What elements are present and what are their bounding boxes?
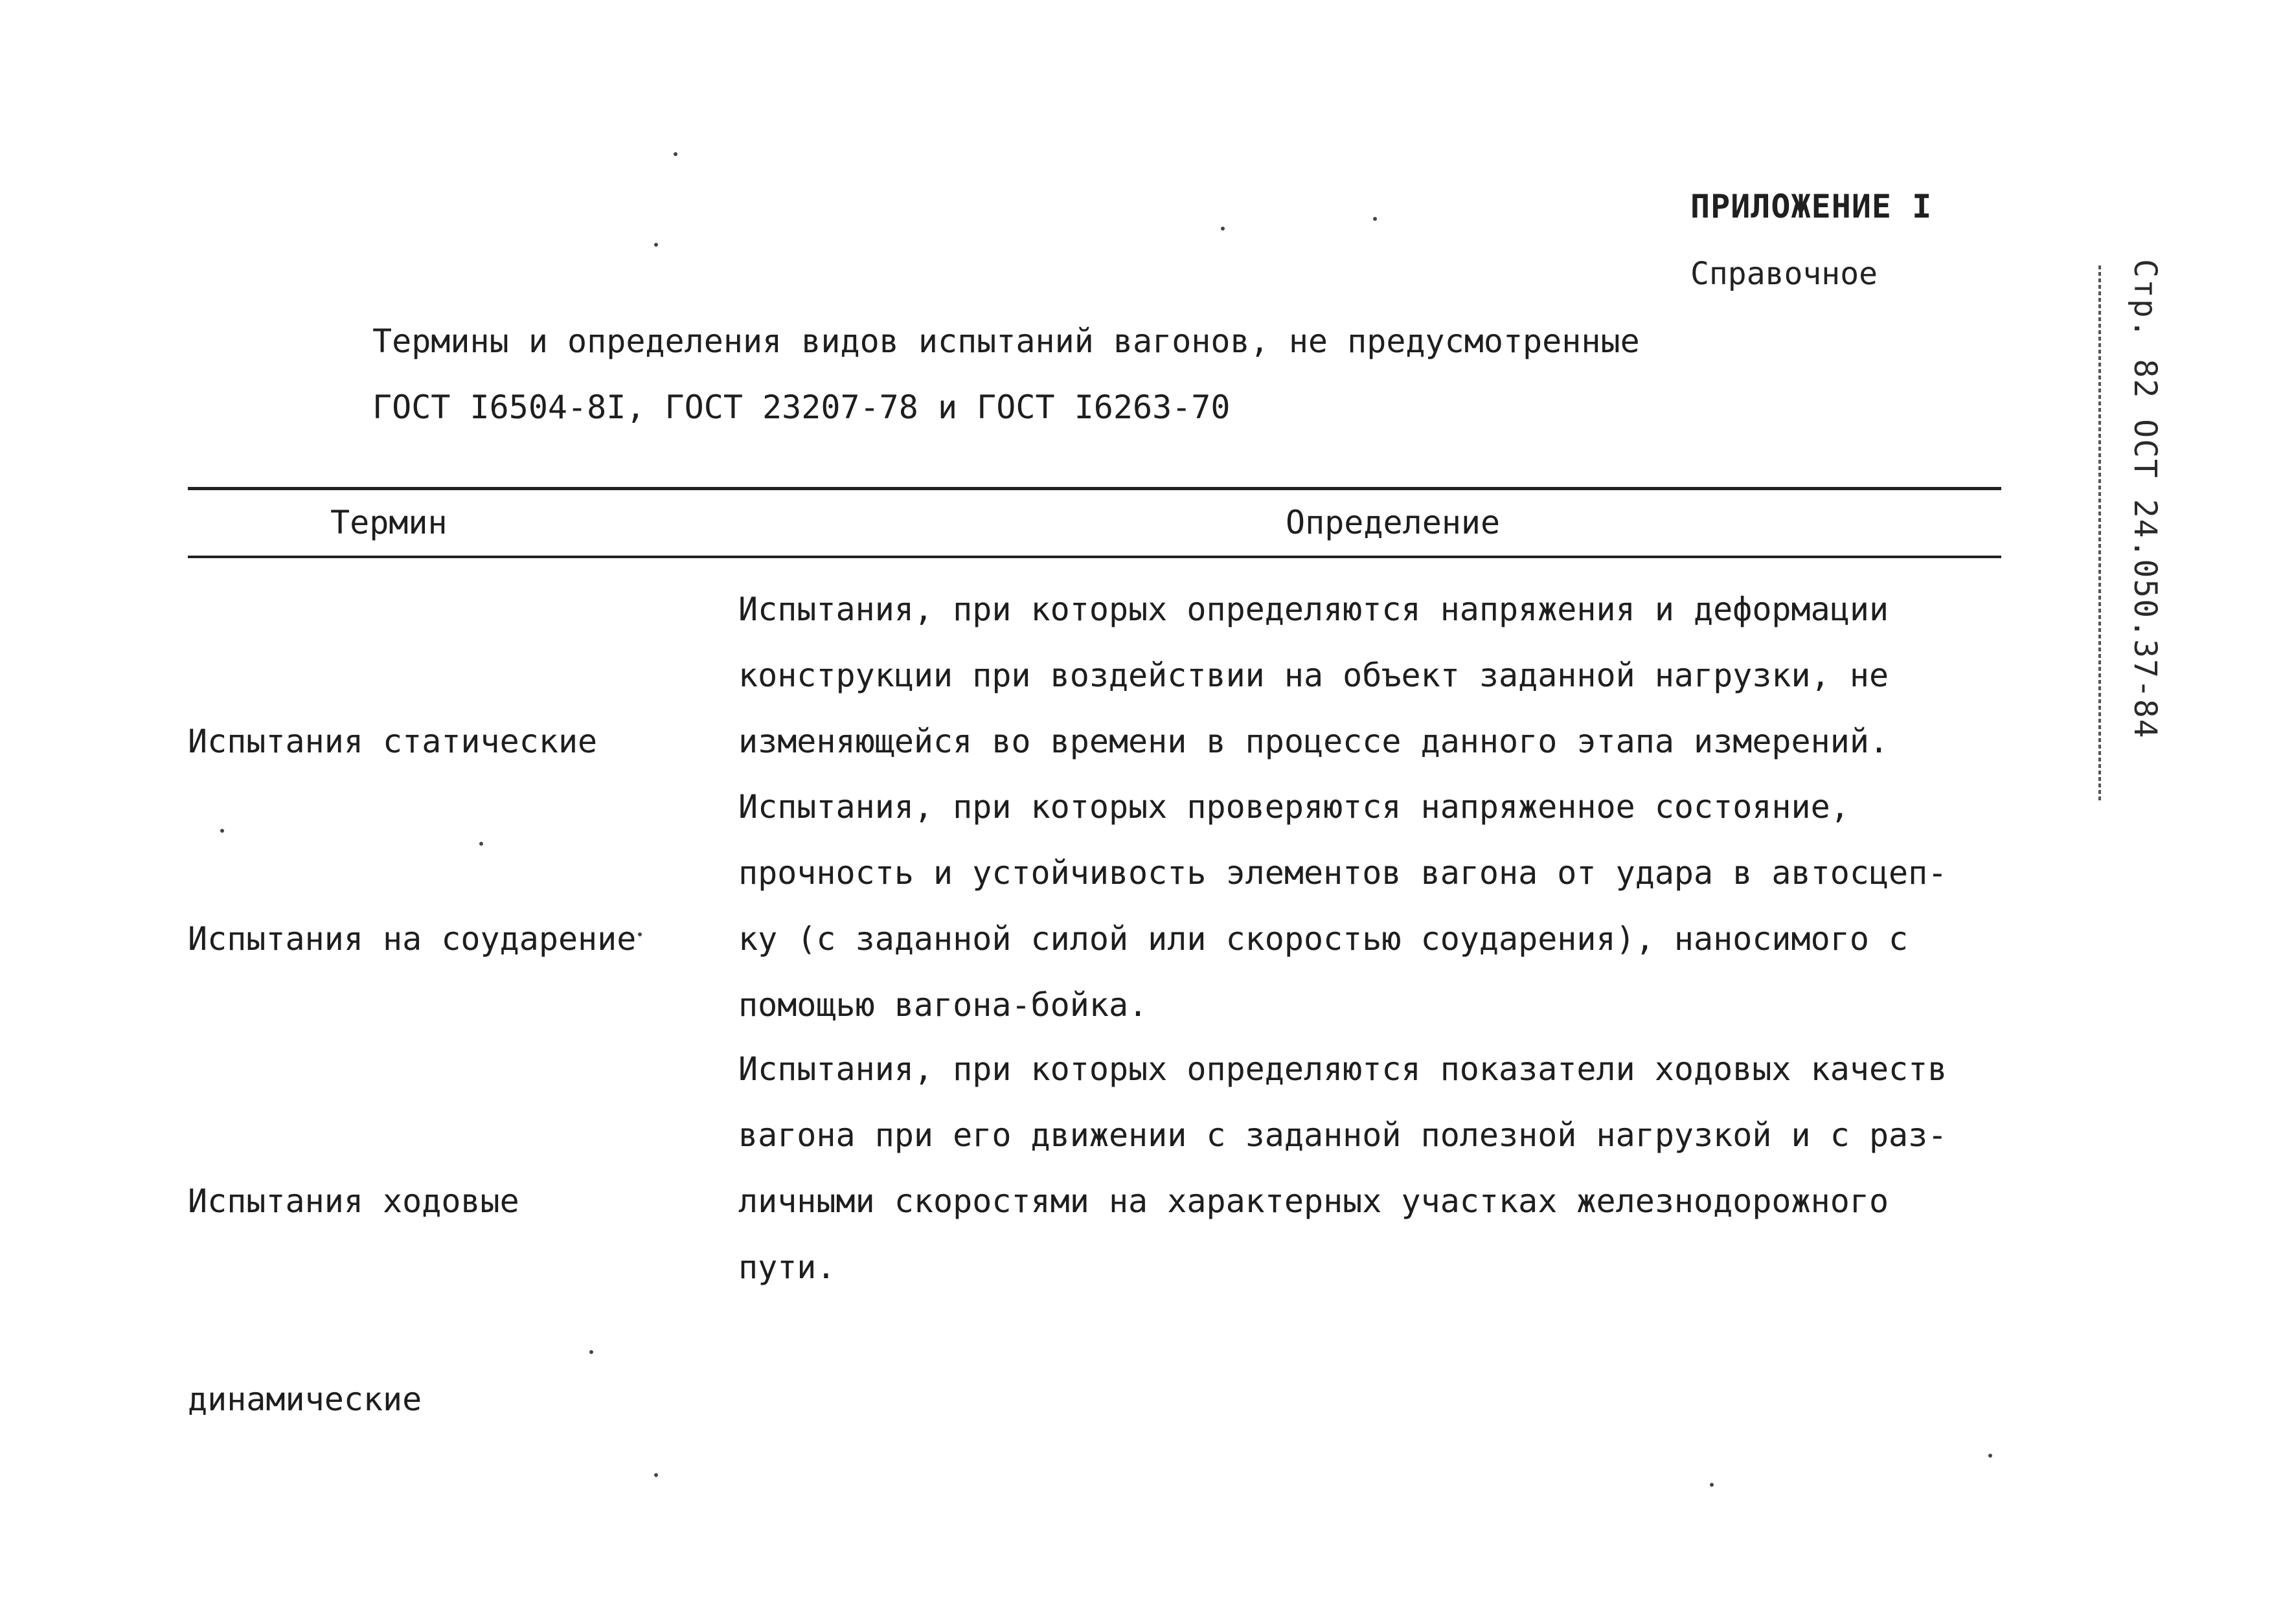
definition-line: ку (с заданной силой или скоростью соударения), наносимого с [738,920,1909,958]
document-title-line-2: ГОСТ I6504-8I, ГОСТ 23207-78 и ГОСТ I6263-70 [372,389,1231,426]
scan-speck [638,932,642,936]
term-line: Испытания на соударение [188,920,637,958]
column-header-term: Термин [330,504,448,541]
definition-line: Испытания, при которых определяются показатели ходовых качеств [738,1050,1948,1088]
side-stamp [2105,259,2170,803]
table-row-definition [738,576,2008,774]
definition-line: конструкции при воздействии на объект заданной нагрузки, не [738,657,1889,694]
table-header-rule [188,556,2001,558]
column-header-definition: Определение [1286,504,1501,541]
scan-speck [220,829,224,833]
side-stamp-border [2098,265,2101,803]
scan-speck [1710,1483,1714,1487]
scan-speck [674,152,677,156]
definition-line: пути. [738,1248,836,1286]
scan-speck [1988,1454,1992,1458]
term-line: динамические [188,1381,422,1418]
scan-speck [654,243,658,247]
appendix-label: ПРИЛОЖЕНИЕ I [1690,188,1933,225]
term-line: Испытания ходовые [188,1182,519,1220]
definition-line: Испытания, при которых определяются напряжения и деформации [738,591,1889,628]
scan-speck [479,842,483,846]
table-row-definition [738,1036,2008,1300]
definition-line: прочность и устойчивость элементов вагона от удара в автосцеп- [738,854,1948,892]
definition-line: личными скоростями на характерных участках железнодорожного [738,1182,1889,1220]
side-stamp-text: Стр. 82 ОСТ 24.050.37-84 [2127,259,2163,739]
definition-line: вагона при его движении с заданной полезной нагрузкой и с раз- [738,1116,1948,1154]
table-row-term [188,1036,519,1564]
definition-line: Испытания, при которых проверяются напряженное состояние, [738,788,1850,826]
scan-speck [589,1350,593,1354]
table-row-definition [738,774,2008,1038]
definition-line: помощью вагона-бойка. [738,986,1148,1024]
document-title-line-1: Термины и определения видов испытаний вагонов, не предусмотренные [372,322,1640,360]
appendix-type: Справочное [1690,256,1878,292]
definition-line: изменяющейся во времени в процессе данного этапа измерений. [738,723,1889,760]
term-line: Испытания статические [188,723,598,760]
scan-speck [1221,227,1225,231]
table-top-rule [188,487,2001,490]
scan-speck [1373,217,1377,221]
scan-speck [654,1473,658,1477]
